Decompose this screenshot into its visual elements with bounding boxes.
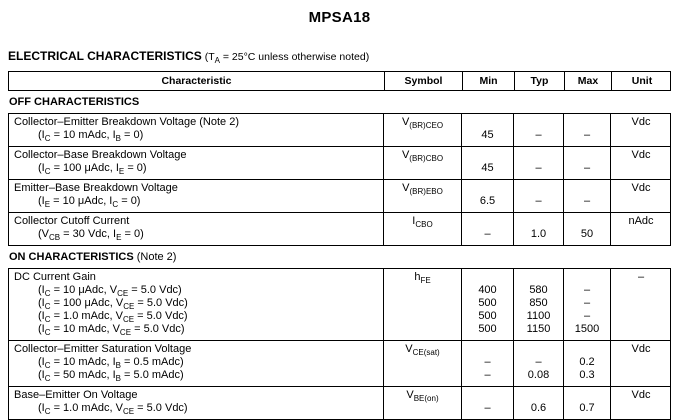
characteristic-cell	[9, 387, 383, 419]
table-group	[8, 113, 671, 246]
characteristics-table	[8, 71, 671, 420]
test-condition: ($V_{CB} = 30$ Vdc, $I_E = 0$)	[38, 228, 144, 242]
table-groups	[8, 91, 671, 420]
symbol-cell: $V_{(BR)EBO}$	[383, 180, 461, 212]
value-line: 500	[478, 323, 497, 335]
characteristic-name: Collector–Emitter Breakdown Voltage (Note 2)	[14, 116, 239, 128]
value-line: –	[484, 369, 491, 381]
unit-cell: Vdc	[610, 341, 671, 386]
value-line: –	[535, 162, 542, 174]
value-line: 0.2	[579, 356, 595, 368]
min-cell	[461, 147, 513, 179]
typ-cell	[513, 114, 563, 146]
symbol-cell: $V_{BE(on)}$	[383, 387, 461, 419]
unit-cell: Vdc	[610, 114, 671, 146]
min-cell	[461, 114, 513, 146]
max-cell	[563, 114, 610, 146]
min-cell	[461, 387, 513, 419]
table-row	[9, 212, 670, 245]
value-line: –	[583, 162, 591, 174]
max-cell	[563, 387, 610, 419]
characteristic-name: Base–Emitter On Voltage	[14, 389, 138, 401]
value-line: –	[583, 284, 591, 296]
value-line: –	[583, 297, 591, 309]
characteristic-name: Collector–Emitter Saturation Voltage	[14, 343, 192, 355]
value-line: 500	[478, 297, 497, 309]
typ-cell	[513, 147, 563, 179]
table-row	[9, 179, 670, 212]
max-cell	[563, 269, 610, 340]
characteristic-name: Collector Cutoff Current	[14, 215, 130, 227]
symbol-cell: $V_{(BR)CBO}$	[383, 147, 461, 179]
value-line: 580	[529, 284, 548, 296]
unit-cell: Vdc	[610, 387, 671, 419]
column-header-characteristic: Characteristic	[161, 74, 232, 87]
value-line: 6.5	[479, 195, 496, 207]
value-line: 0.3	[579, 369, 595, 381]
test-condition: ($I_C = 1.0$ mAdc, $V_{CE} = 5.0$ Vdc)	[38, 402, 188, 416]
value-line: –	[583, 310, 591, 322]
min-cell	[461, 269, 513, 340]
characteristic-name: DC Current Gain	[14, 271, 96, 283]
value-line: 0.6	[530, 402, 547, 414]
column-header-max: Max	[564, 72, 611, 90]
section-label-note: (Note 2)	[133, 251, 177, 263]
unit-cell: Vdc	[610, 147, 671, 179]
section-label-text: ON CHARACTERISTICS	[9, 251, 134, 263]
section-heading	[8, 49, 679, 63]
characteristic-cell	[9, 341, 383, 386]
value-line: 1.0	[530, 228, 547, 240]
typ-cell	[513, 341, 563, 386]
section-label-text: OFF CHARACTERISTICS	[9, 96, 140, 108]
test-condition: ($I_C = 10$ μAdc, $V_{CE} = 5.0$ Vdc)	[38, 284, 182, 298]
symbol-cell: $V_{(BR)CEO}$	[383, 114, 461, 146]
symbol-cell: $h_{FE}$	[383, 269, 461, 340]
value-line: –	[484, 402, 491, 414]
column-header-unit: Unit	[611, 72, 672, 90]
column-header-typ: Typ	[514, 72, 564, 90]
typ-cell	[513, 269, 563, 340]
typ-cell	[513, 387, 563, 419]
symbol-cell: $V_{CE(sat)}$	[383, 341, 461, 386]
table-row	[9, 146, 670, 179]
test-condition: ($I_C = 100$ μAdc, $I_E = 0$)	[38, 162, 147, 176]
unit-cell: nAdc	[610, 213, 671, 245]
value-line: 500	[478, 310, 497, 322]
typ-cell	[513, 180, 563, 212]
value-line: –	[484, 228, 491, 240]
value-line: 1100	[526, 310, 551, 322]
test-condition: ($I_C = 100$ μAdc, $V_{CE} = 5.0$ Vdc)	[38, 297, 188, 311]
symbol-cell: $I_{CBO}$	[383, 213, 461, 245]
value-line: 45	[481, 162, 494, 174]
max-cell	[563, 180, 610, 212]
characteristic-cell	[9, 180, 383, 212]
value-line: –	[484, 356, 491, 368]
test-condition: ($I_C = 10$ mAdc, $I_B = 0.5$ mAdc)	[38, 356, 184, 370]
table-row	[9, 340, 670, 386]
section-heading-note: ($T_A = 25^\circ C$ unless otherwise noted)	[201, 51, 370, 65]
section-label	[8, 91, 671, 113]
test-condition: ($I_E = 10$ μAdc, $I_C = 0$)	[38, 195, 141, 209]
section-label	[8, 246, 671, 268]
typ-cell	[513, 213, 563, 245]
unit-cell: Vdc	[610, 180, 671, 212]
value-line: 1500	[574, 323, 600, 335]
characteristic-name: Collector–Base Breakdown Voltage	[14, 149, 187, 161]
max-cell	[563, 147, 610, 179]
value-line: –	[583, 129, 591, 141]
value-line: 400	[478, 284, 497, 296]
min-cell	[461, 341, 513, 386]
section-heading-title: ELECTRICAL CHARACTERISTICS	[8, 49, 202, 63]
table-group	[8, 268, 671, 420]
value-line: –	[535, 129, 542, 141]
page-title: MPSA18	[308, 9, 371, 26]
characteristic-cell	[9, 114, 383, 146]
characteristic-cell	[9, 269, 383, 340]
value-line: 850	[529, 297, 548, 309]
value-line: –	[535, 195, 542, 207]
value-line: –	[535, 356, 542, 368]
min-cell	[461, 213, 513, 245]
column-header-symbol: Symbol	[384, 72, 462, 90]
min-cell	[461, 180, 513, 212]
max-cell	[563, 341, 610, 386]
value-line: –	[583, 195, 591, 207]
test-condition: ($I_C = 10$ mAdc, $I_B = 0$)	[38, 129, 144, 143]
unit-cell: –	[610, 269, 671, 340]
test-condition: ($I_C = 1.0$ mAdc, $V_{CE} = 5.0$ Vdc)	[38, 310, 188, 324]
table-row	[9, 114, 670, 146]
characteristic-cell	[9, 213, 383, 245]
table-row	[9, 269, 670, 340]
characteristic-name: Emitter–Base Breakdown Voltage	[14, 182, 178, 194]
max-cell	[563, 213, 610, 245]
value-line: 50	[580, 228, 594, 240]
value-line: 45	[481, 129, 494, 141]
test-condition: ($I_C = 10$ mAdc, $V_{CE} = 5.0$ Vdc)	[38, 323, 185, 337]
value-line: 0.08	[527, 369, 550, 381]
table-row	[9, 386, 670, 419]
table-header-row	[8, 71, 671, 91]
test-condition: ($I_C = 50$ mAdc, $I_B = 5.0$ mAdc)	[38, 369, 184, 383]
column-header-min: Min	[462, 72, 514, 90]
characteristic-cell	[9, 147, 383, 179]
value-line: 0.7	[579, 402, 595, 414]
value-line: 1150	[526, 323, 551, 335]
